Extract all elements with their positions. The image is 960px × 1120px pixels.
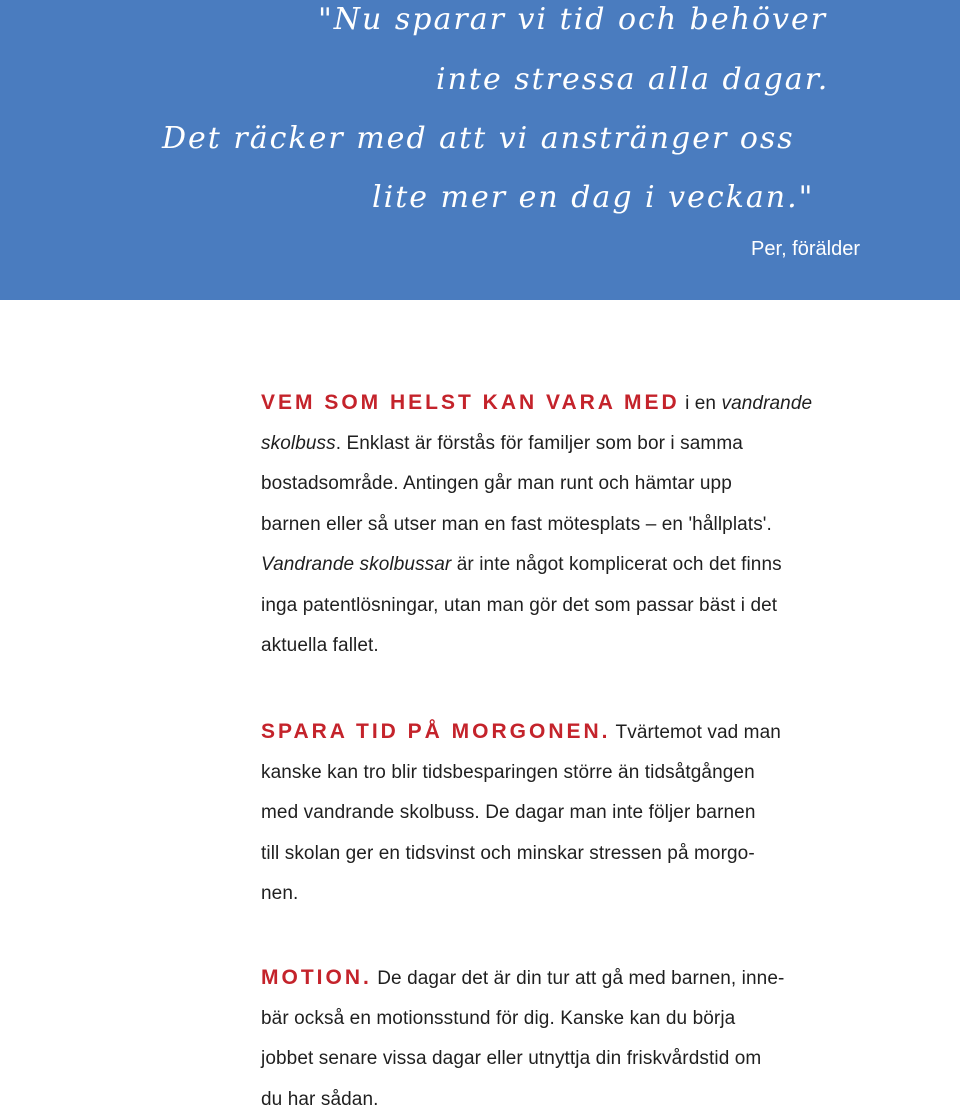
quote-line: "Nu sparar vi tid och behöver	[318, 2, 827, 37]
text-line: barnen eller så utser man en fast mötesplats – en 'hållplats'.	[261, 505, 881, 546]
text-line	[261, 383, 881, 424]
section-exercise	[261, 958, 881, 1120]
section-heading: VEM SOM HELST KAN VARA MED	[261, 391, 680, 414]
text-line: du har sådan.	[261, 1080, 881, 1120]
text-line: jobbet senare vissa dagar eller utnyttja din friskvårdstid om	[261, 1039, 881, 1080]
text-line: aktuella fallet.	[261, 626, 881, 667]
quote-line: lite mer en dag i veckan."	[372, 180, 814, 215]
text-line: inga patentlösningar, utan man gör det som passar bäst i det	[261, 586, 881, 627]
section-heading: MOTION.	[261, 966, 372, 989]
text-span: i en	[680, 393, 722, 414]
text-span: . Enklast är förstås för familjer som bor i samma	[336, 433, 743, 454]
quote-line: inte stressa alla dagar.	[436, 62, 829, 97]
text-line: nen.	[261, 874, 881, 915]
text-line	[261, 958, 881, 999]
section-heading: SPARA TID PÅ MORGONEN.	[261, 720, 611, 743]
quote-box	[0, 0, 960, 300]
quote-attribution: Per, förälder	[751, 238, 860, 261]
emphasis-text: skolbuss	[261, 433, 336, 454]
text-line: till skolan ger en tidsvinst och minskar stressen på morgo-	[261, 834, 881, 875]
text-line: med vandrande skolbuss. De dagar man inte följer barnen	[261, 793, 881, 834]
text-line: bostadsområde. Antingen går man runt och hämtar upp	[261, 464, 881, 505]
text-span: Tvärtemot vad man	[611, 722, 781, 743]
text-span: De dagar det är din tur att gå med barnen, inne-	[372, 968, 785, 989]
section-who-can-join	[261, 383, 881, 667]
section-save-time	[261, 712, 881, 915]
text-line: bär också en motionsstund för dig. Kanske kan du börja	[261, 999, 881, 1040]
text-line	[261, 712, 881, 753]
text-span: är inte något komplicerat och det finns	[451, 554, 781, 575]
emphasis-text: vandrande	[721, 393, 812, 414]
text-line	[261, 424, 881, 465]
text-line: kanske kan tro blir tidsbesparingen större än tidsåtgången	[261, 753, 881, 794]
text-line	[261, 545, 881, 586]
quote-line: Det räcker med att vi anstränger oss	[162, 121, 795, 156]
emphasis-text: Vandrande skolbussar	[261, 554, 451, 575]
